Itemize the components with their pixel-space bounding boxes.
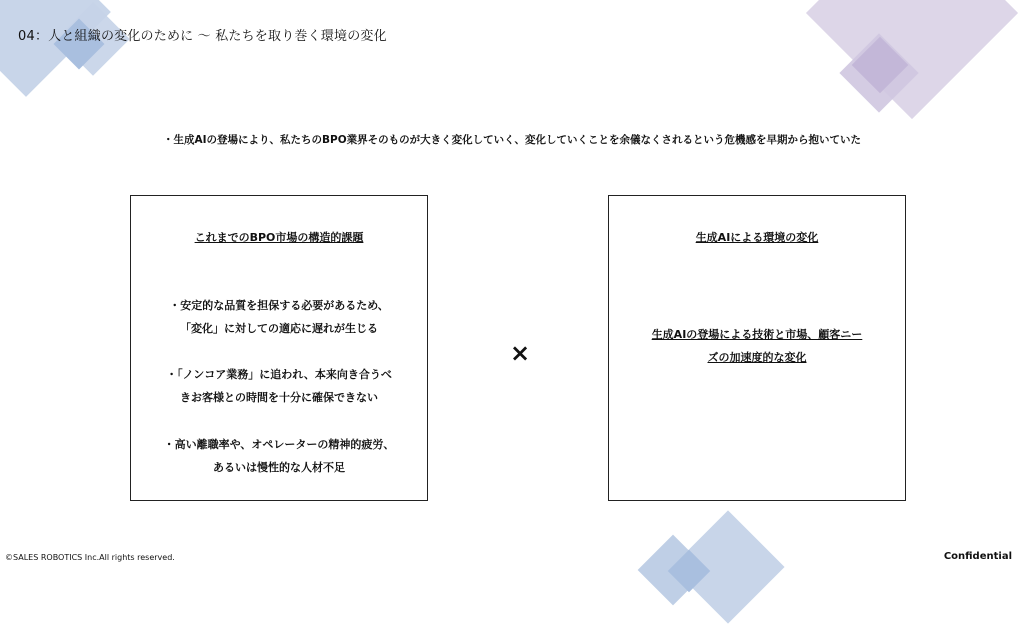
structural-issues-heading: これまでのBPO市場の構造的課題	[194, 231, 364, 244]
ai-change-heading: 生成AIによる環境の変化	[695, 231, 819, 244]
issue-point-turnover: ・高い離職率や、オペレーターの精神的疲労、 あるいは慢性的な人材不足	[163, 438, 395, 474]
copyright-notice: ©SALES ROBOTICS Inc.All rights reserved.	[5, 553, 175, 562]
multiply-icon: ×	[509, 339, 531, 367]
ai-change-description: 生成AIの登場による技術と市場、顧客ニー ズの加速度的な変化	[651, 328, 863, 364]
decor-diamond-purple-large	[806, 0, 1018, 119]
ai-change-box	[608, 195, 906, 501]
confidential-label: Confidential	[943, 551, 1012, 562]
issue-point-quality: ・安定的な品質を担保する必要があるため、 「変化」に対しての適応に遅れが生じる	[169, 299, 389, 335]
intro-statement: ・生成AIの登場により、私たちのBPO業界そのものが大きく変化していく、変化していくことを余儀なくされるという危機感を早期から抱いていた	[163, 134, 861, 146]
slide-title: 04：人と組織の変化のために ～ 私たちを取り巻く環境の変化	[18, 29, 387, 44]
structural-issues-box	[130, 195, 428, 501]
issue-point-noncore: ・「ノンコア業務」に追われ、本来向き合うべ きお客様との時間を十分に確保できない	[166, 368, 392, 404]
